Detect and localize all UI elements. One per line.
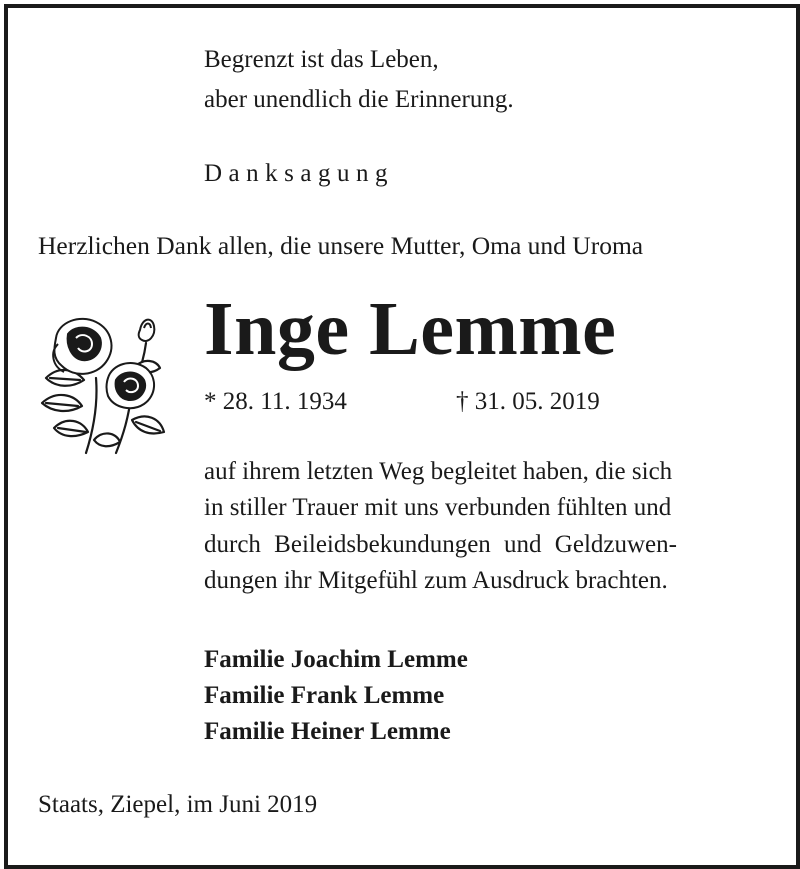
family-1: Familie Joachim Lemme [204,646,468,673]
birth-date: * 28. 11. 1934 [204,388,347,415]
place-date: Staats, Ziepel, im Juni 2019 [38,791,318,818]
intro-text: Herzlichen Dank allen, die unsere Mutter, Oma und Uroma [38,231,644,260]
deceased-name: Inge Lemme [204,287,617,371]
body-line-2: in stiller Trauer mit uns verbunden fühlten und [204,494,672,521]
quote-line-2: aber unendlich die Erinnerung. [204,86,514,113]
quote-line-1: Begrenzt ist das Leben, [204,46,439,73]
rose-icon [36,308,171,458]
family-2: Familie Frank Lemme [204,682,445,709]
body-line-4: dungen ihr Mitgefühl zum Ausdruck brachten. [204,567,668,594]
heading-danksagung: Danksagung [204,160,394,187]
body-line-3: durch Beileidsbekundungen und Geldzuwen- [204,531,677,558]
death-date: † 31. 05. 2019 [456,388,600,415]
body-line-1: auf ihrem letzten Weg begleitet haben, die sich [204,458,673,485]
obituary-notice [4,4,800,869]
family-3: Familie Heiner Lemme [204,718,451,745]
